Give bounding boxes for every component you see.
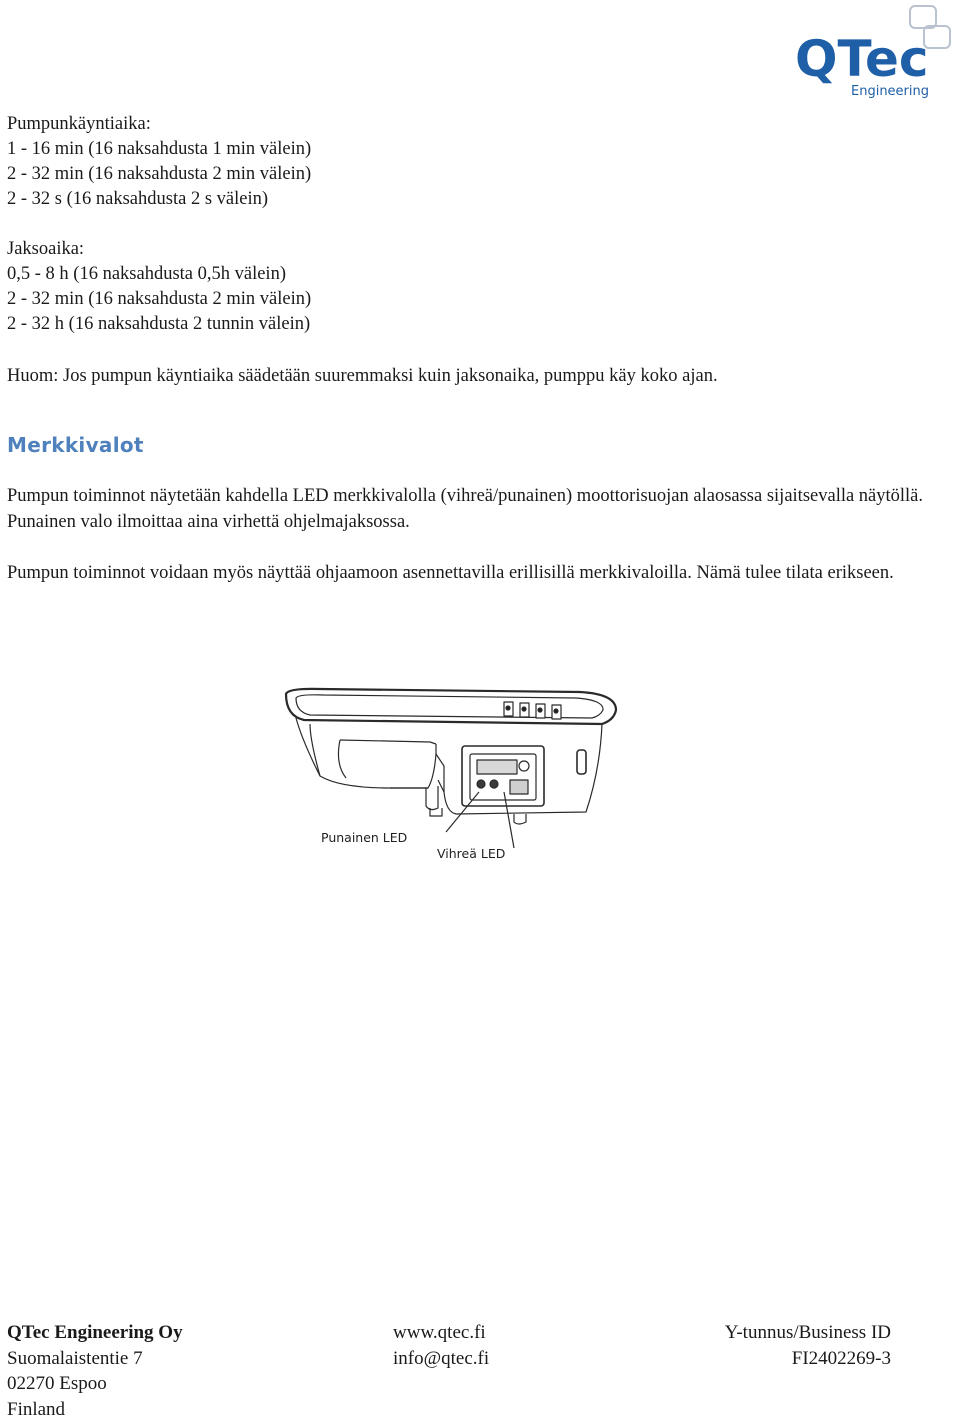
logo-brand: QTec — [795, 30, 929, 88]
pump-illustration — [280, 680, 625, 865]
footer-country: Finland — [7, 1397, 183, 1422]
paragraph-text: Pumpun toiminnot voidaan myös näyttää ohjaamoon asennettavilla erillisillä merkkivaloilla. Nämä tulee tilata erikseen. — [7, 561, 940, 587]
qtec-logo — [793, 4, 955, 100]
cycle-time-line: 0,5 - 8 h (16 naksahdusta 0,5h välein) — [7, 262, 940, 287]
green-led-label: Vihreä LED — [437, 846, 505, 861]
paragraph — [7, 561, 940, 587]
section-heading: Merkkivalot — [7, 433, 144, 457]
footer-address — [7, 1320, 183, 1422]
pump-time-section — [7, 112, 940, 212]
pump-time-title: Pumpunkäyntiaika: — [7, 112, 940, 137]
footer-website-link[interactable]: www.qtec.fi — [393, 1320, 489, 1346]
footer-business-id-label: Y-tunnus/Business ID — [697, 1320, 891, 1346]
cycle-time-section — [7, 237, 940, 337]
cycle-time-title: Jaksoaika: — [7, 237, 940, 262]
paragraph-text: Pumpun toiminnot näytetään kahdella LED merkkivalolla (vihreä/punainen) moottorisuojan alaosassa sijaitsevalla näytöllä. Punainen valo ilmoittaa aina virhettä ohjelmajaksossa. — [7, 484, 940, 535]
footer-company: QTec Engineering Oy — [7, 1320, 183, 1346]
cycle-time-line: 2 - 32 min (16 naksahdusta 2 min välein) — [7, 287, 940, 312]
footer-contact — [393, 1320, 489, 1371]
note-text: Huom: Jos pumpun käyntiaika säädetään suuremmaksi kuin jaksonaika, pumppu käy koko ajan. — [7, 364, 940, 389]
red-led-label: Punainen LED — [321, 830, 407, 845]
footer-postal: 02270 Espoo — [7, 1371, 183, 1397]
footer-street: Suomalaistentie 7 — [7, 1346, 183, 1372]
cycle-time-line: 2 - 32 h (16 naksahdusta 2 tunnin välein) — [7, 312, 940, 337]
paragraph — [7, 484, 940, 535]
pump-time-line: 2 - 32 s (16 naksahdusta 2 s välein) — [7, 187, 940, 212]
note-section — [7, 364, 940, 389]
pump-time-line: 2 - 32 min (16 naksahdusta 2 min välein) — [7, 162, 940, 187]
pump-time-line: 1 - 16 min (16 naksahdusta 1 min välein) — [7, 137, 940, 162]
footer-email-link[interactable]: info@qtec.fi — [393, 1346, 489, 1372]
footer-business-id: FI2402269-3 — [697, 1346, 891, 1372]
logo-subtitle: Engineering — [851, 84, 929, 99]
footer-business — [697, 1320, 891, 1371]
